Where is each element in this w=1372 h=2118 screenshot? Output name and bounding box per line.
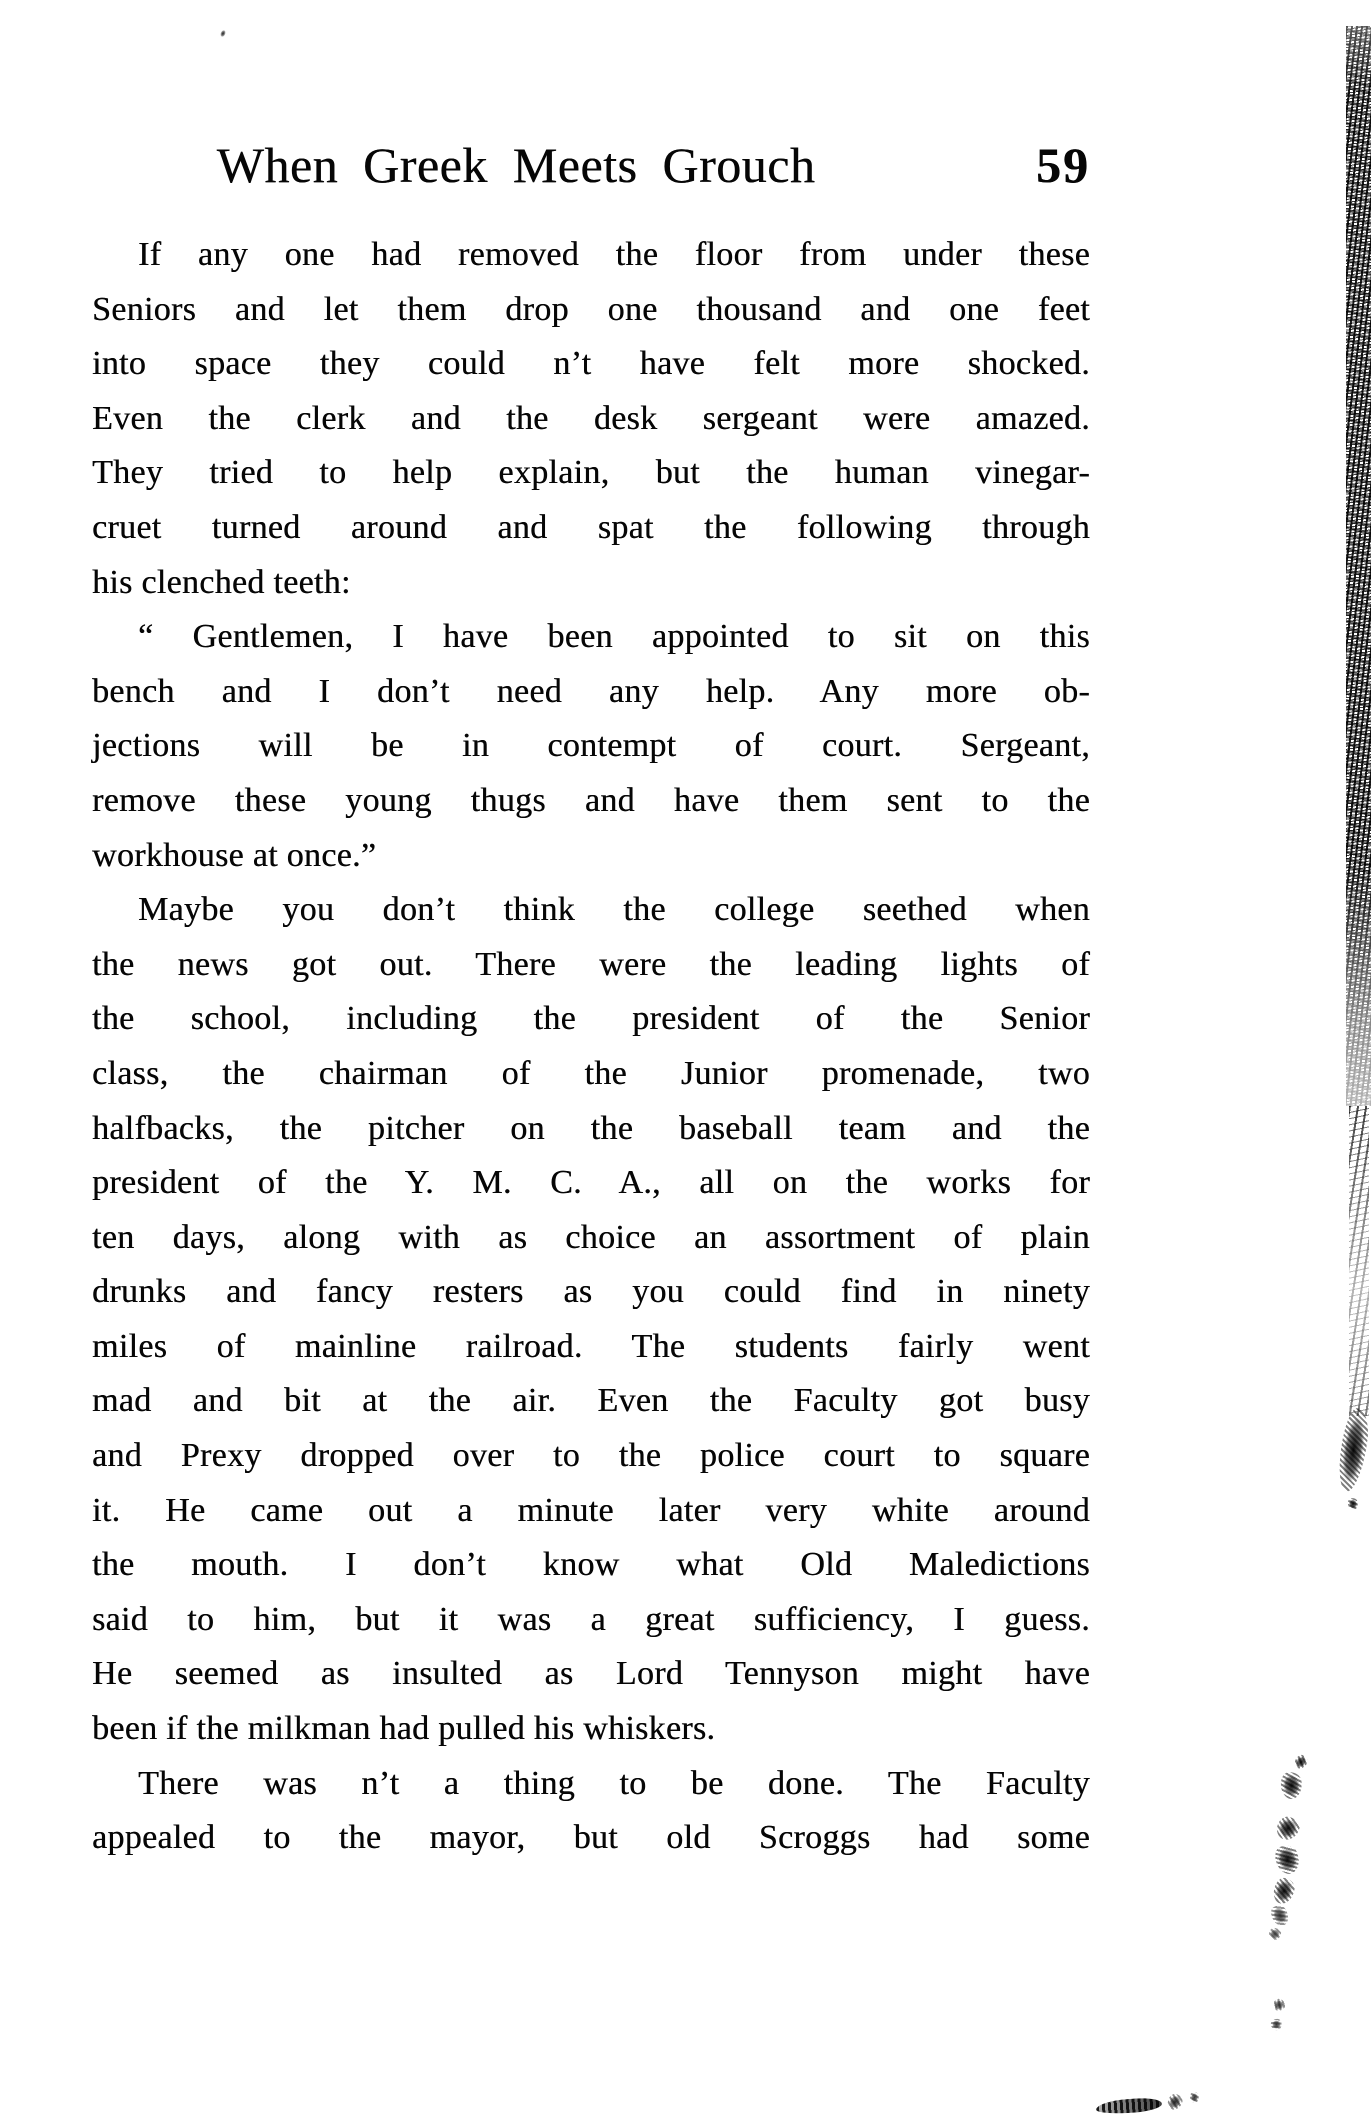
text-line: appealed to the mayor, but old Scroggs had some xyxy=(92,1819,1090,1857)
scan-speck-top xyxy=(218,28,227,39)
scan-ink-speck xyxy=(1271,1997,1288,2014)
text-line: Even the clerk and the desk sergeant were amazed. xyxy=(92,399,1090,437)
text-line: miles of mainline railroad. The students fairly went xyxy=(92,1327,1090,1365)
scan-ink-speck xyxy=(1189,2091,1200,2103)
scan-ink-speck xyxy=(1166,2092,1185,2112)
text-line: mad and bit at the air. Even the Faculty got busy xyxy=(92,1382,1090,1420)
text-line: jections will be in contempt of court. Sergeant, xyxy=(92,727,1090,765)
text-line: been if the milkman had pulled his whiskers. xyxy=(92,1710,716,1748)
text-line: class, the chairman of the Junior promenade, two xyxy=(92,1054,1090,1092)
scan-ink-blot xyxy=(1271,1842,1303,1878)
text-line: There was n’t a thing to be done. The Faculty xyxy=(138,1764,1090,1802)
scan-edge-texture-fade xyxy=(1349,1106,1369,1416)
scan-ink-blot xyxy=(1268,1927,1282,1941)
text-line: They tried to help explain, but the human vinegar- xyxy=(92,454,1090,492)
paragraph xyxy=(92,1757,1090,1866)
text-line: the school, including the president of the Senior xyxy=(92,1000,1090,1038)
running-title: When Greek Meets Grouch xyxy=(216,137,816,193)
text-line: bench and I don’t need any help. Any more ob- xyxy=(92,672,1090,710)
scan-ink-blot xyxy=(1274,1814,1302,1843)
scan-ink-blot xyxy=(1292,1753,1309,1771)
scan-smudge-bottom xyxy=(1096,2097,1163,2116)
scan-ink-blot xyxy=(1335,1407,1371,1494)
paragraph xyxy=(92,610,1090,883)
scan-ink-blot xyxy=(1272,1876,1297,1906)
text-line: workhouse at once.” xyxy=(92,836,377,874)
paragraph xyxy=(92,228,1090,610)
text-line: Maybe you don’t think the college seethed when xyxy=(138,891,1090,929)
page-number: 59 xyxy=(1036,137,1090,193)
scan-ink-blot xyxy=(1347,1497,1360,1511)
text-line: drunks and fancy resters as you could find in ninety xyxy=(92,1273,1090,1311)
text-line: it. He came out a minute later very white around xyxy=(92,1491,1090,1529)
text-line: the news got out. There were the leading lights of xyxy=(92,945,1090,983)
text-line: his clenched teeth: xyxy=(92,563,351,601)
text-line: cruet turned around and spat the following through xyxy=(92,508,1090,546)
scan-ink-blot xyxy=(1268,1902,1292,1928)
text-line: ten days, along with as choice an assortment of plain xyxy=(92,1218,1090,1256)
scan-ink-speck xyxy=(1269,2017,1284,2032)
scan-ink-blot xyxy=(1279,1771,1304,1801)
page-header xyxy=(92,134,1090,196)
text-line: into space they could n’t have felt more shocked. xyxy=(92,345,1090,383)
text-line: He seemed as insulted as Lord Tennyson might have xyxy=(92,1655,1090,1693)
scan-edge-texture xyxy=(1346,26,1371,1106)
text-line: Seniors and let them drop one thousand and one feet xyxy=(92,290,1090,328)
text-line: president of the Y. M. C. A., all on the works for xyxy=(92,1164,1090,1202)
text-line: the mouth. I don’t know what Old Maledictions xyxy=(92,1546,1090,1584)
text-line: “ Gentlemen, I have been appointed to sit on this xyxy=(138,618,1090,656)
text-line: said to him, but it was a great sufficiency, I guess. xyxy=(92,1600,1090,1638)
text-line: halfbacks, the pitcher on the baseball team and the xyxy=(92,1109,1090,1147)
text-line: If any one had removed the floor from under these xyxy=(138,236,1090,273)
text-line: remove these young thugs and have them sent to the xyxy=(92,781,1090,819)
body-text xyxy=(92,228,1090,1866)
paragraph xyxy=(92,883,1090,1757)
text-line: and Prexy dropped over to the police court to square xyxy=(92,1437,1090,1475)
